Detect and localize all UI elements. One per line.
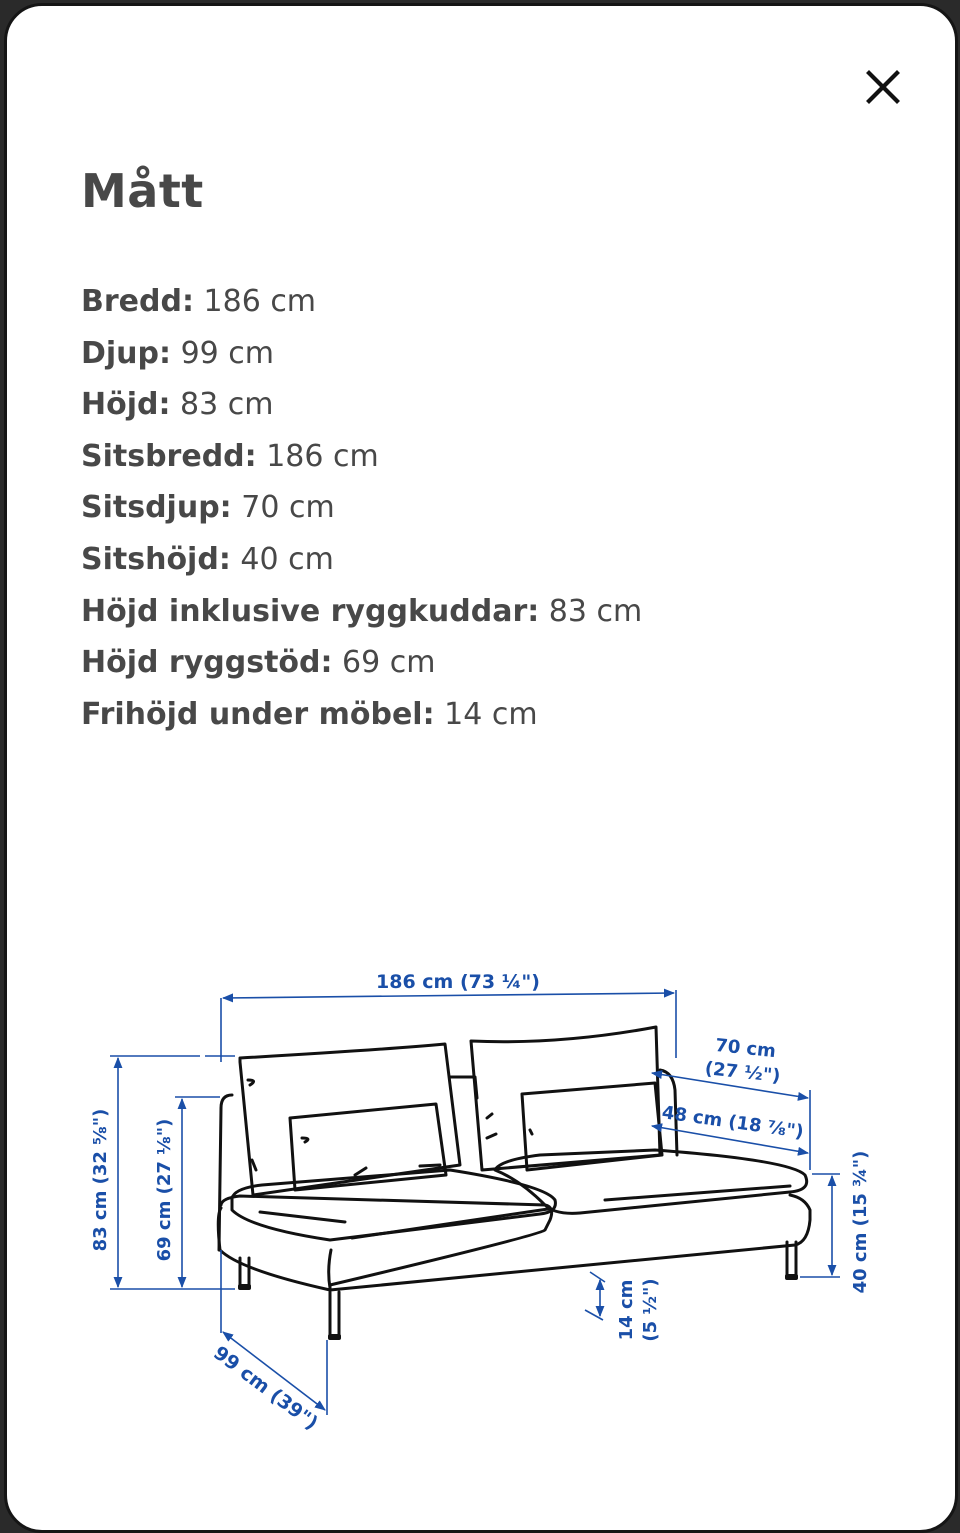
close-button[interactable] bbox=[862, 66, 904, 108]
dimension-label: Sitsdjup: bbox=[81, 490, 232, 526]
dimension-value: 186 cm bbox=[266, 438, 379, 474]
dimension-height bbox=[81, 379, 642, 431]
sofa-dimension-diagram bbox=[0, 900, 960, 1460]
dimension-value: 69 cm bbox=[342, 645, 436, 681]
dimension-seat-depth bbox=[81, 482, 642, 534]
total-height-label: 83 cm (32 ⅝") bbox=[90, 1108, 111, 1252]
sofa-feet bbox=[238, 1274, 798, 1340]
seat-depth-label-cm: 70 cm bbox=[714, 1034, 777, 1063]
dimension-label: Frihöjd under möbel: bbox=[81, 696, 435, 732]
seat-depth-label-inch: (27 ½") bbox=[703, 1058, 782, 1087]
dimension-clearance bbox=[81, 689, 642, 741]
dialog-title: Mått bbox=[81, 164, 204, 218]
dimension-list bbox=[81, 276, 642, 740]
seat-height-label: 40 cm (15 ¾") bbox=[850, 1150, 871, 1294]
dimension-value: 83 cm bbox=[548, 593, 643, 629]
depth-dimension-label: 99 cm (39") bbox=[209, 1341, 322, 1435]
backrest-height-label: 69 cm (27 ⅛") bbox=[154, 1118, 175, 1262]
inner-depth-label: 48 cm (18 ⅞") bbox=[660, 1102, 805, 1143]
dimension-value: 83 cm bbox=[180, 387, 274, 423]
dimension-value: 70 cm bbox=[241, 490, 335, 526]
dimension-value: 14 cm bbox=[444, 696, 538, 732]
dimension-label: Höjd ryggstöd: bbox=[81, 645, 333, 681]
dimension-label: Djup: bbox=[81, 335, 172, 371]
dimension-height-with-cushions bbox=[81, 586, 642, 638]
clearance-label-cm: 14 cm bbox=[616, 1279, 637, 1341]
dimension-label: Sitsbredd: bbox=[81, 438, 257, 474]
dimension-width bbox=[81, 276, 642, 328]
dimension-label: Bredd: bbox=[81, 284, 194, 319]
dimension-seat-width bbox=[81, 431, 642, 483]
dimension-seat-height bbox=[81, 534, 642, 586]
dimension-label: Sitshöjd: bbox=[81, 541, 231, 577]
dimension-value: 40 cm bbox=[240, 541, 334, 577]
dimension-value: 99 cm bbox=[180, 335, 274, 371]
clearance-label-inch: (5 ½") bbox=[640, 1278, 661, 1342]
dimension-backrest-height bbox=[81, 637, 642, 689]
dimension-label: Höjd inklusive ryggkuddar: bbox=[81, 593, 540, 629]
close-icon bbox=[862, 66, 904, 108]
dimension-depth bbox=[81, 328, 642, 380]
dimension-label: Höjd: bbox=[81, 387, 171, 423]
dimension-value: 186 cm bbox=[203, 284, 317, 319]
width-dimension-label: 186 cm (73 ¼") bbox=[376, 971, 540, 993]
